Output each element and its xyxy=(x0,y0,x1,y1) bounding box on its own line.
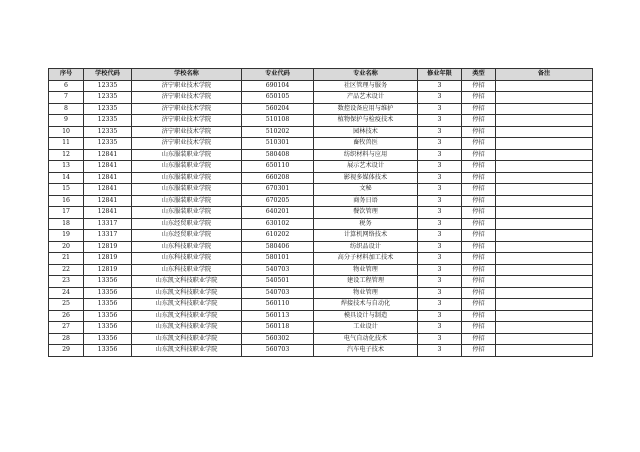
table-cell: 山东服装职业学院 xyxy=(132,172,242,184)
table-cell: 22 xyxy=(49,264,84,276)
table-cell: 660208 xyxy=(242,172,314,184)
table-cell xyxy=(496,253,593,265)
header-cell: 修业年限 xyxy=(418,69,462,81)
table-cell: 13356 xyxy=(84,345,132,357)
table-cell: 12819 xyxy=(84,264,132,276)
table-cell xyxy=(496,92,593,104)
table-cell: 餐饮管理 xyxy=(314,207,418,219)
table-cell: 计算机网络技术 xyxy=(314,230,418,242)
table-cell xyxy=(496,172,593,184)
table-cell xyxy=(496,195,593,207)
table-cell: 650110 xyxy=(242,161,314,173)
table-cell: 停招 xyxy=(462,103,496,115)
table-cell: 山东凯文科技职业学院 xyxy=(132,276,242,288)
table-body xyxy=(49,80,593,356)
table-cell: 模具设计与制造 xyxy=(314,310,418,322)
table-cell xyxy=(496,299,593,311)
table-cell: 山东服装职业学院 xyxy=(132,195,242,207)
table-cell: 畜牧兽医 xyxy=(314,138,418,150)
table-cell: 12841 xyxy=(84,172,132,184)
table-cell xyxy=(496,80,593,92)
table-cell xyxy=(496,276,593,288)
table-cell: 山东凯文科技职业学院 xyxy=(132,345,242,357)
table-cell: 12 xyxy=(49,149,84,161)
table-cell: 园林技术 xyxy=(314,126,418,138)
table-cell: 13356 xyxy=(84,299,132,311)
table-row xyxy=(49,103,593,115)
table-cell: 11 xyxy=(49,138,84,150)
table-cell xyxy=(496,138,593,150)
table-cell: 工业设计 xyxy=(314,322,418,334)
table-cell xyxy=(496,218,593,230)
table-cell: 停招 xyxy=(462,80,496,92)
table-row xyxy=(49,230,593,242)
table-cell: 540703 xyxy=(242,287,314,299)
table-cell: 560113 xyxy=(242,310,314,322)
table-cell: 12841 xyxy=(84,161,132,173)
table-cell: 停招 xyxy=(462,184,496,196)
table-row xyxy=(49,172,593,184)
table-cell: 停招 xyxy=(462,218,496,230)
table-cell: 13356 xyxy=(84,322,132,334)
table-cell: 山东科技职业学院 xyxy=(132,253,242,265)
table-cell: 3 xyxy=(418,172,462,184)
table-cell: 26 xyxy=(49,310,84,322)
table-cell: 停招 xyxy=(462,172,496,184)
table-cell: 3 xyxy=(418,126,462,138)
table-cell: 19 xyxy=(49,230,84,242)
table-cell: 29 xyxy=(49,345,84,357)
table-cell: 560302 xyxy=(242,333,314,345)
table-cell: 560204 xyxy=(242,103,314,115)
table-cell xyxy=(496,310,593,322)
table-row xyxy=(49,333,593,345)
table-cell: 12335 xyxy=(84,126,132,138)
table-cell: 停招 xyxy=(462,241,496,253)
table-cell: 23 xyxy=(49,276,84,288)
table-cell: 山东凯文科技职业学院 xyxy=(132,310,242,322)
table-cell: 25 xyxy=(49,299,84,311)
table-cell xyxy=(496,333,593,345)
table-cell: 15 xyxy=(49,184,84,196)
table-cell: 产品艺术设计 xyxy=(314,92,418,104)
table-cell: 13356 xyxy=(84,276,132,288)
table-cell: 3 xyxy=(418,149,462,161)
table-cell: 山东凯文科技职业学院 xyxy=(132,299,242,311)
table-cell xyxy=(496,241,593,253)
table-cell: 3 xyxy=(418,299,462,311)
table-cell xyxy=(496,287,593,299)
table-cell: 3 xyxy=(418,264,462,276)
table-cell xyxy=(496,230,593,242)
table-cell: 济宁职业技术学院 xyxy=(132,115,242,127)
table-cell: 纺织材料与应用 xyxy=(314,149,418,161)
table-row xyxy=(49,253,593,265)
table-cell: 山东服装职业学院 xyxy=(132,207,242,219)
table-cell: 3 xyxy=(418,195,462,207)
table-cell: 650105 xyxy=(242,92,314,104)
table-cell: 植物保护与检疫技术 xyxy=(314,115,418,127)
table-row xyxy=(49,287,593,299)
table-cell: 税务 xyxy=(314,218,418,230)
table-cell: 12335 xyxy=(84,115,132,127)
table-cell: 18 xyxy=(49,218,84,230)
table-cell: 21 xyxy=(49,253,84,265)
table-cell: 数控设备应用与维护 xyxy=(314,103,418,115)
table-cell: 27 xyxy=(49,322,84,334)
table-cell: 停招 xyxy=(462,322,496,334)
table-cell: 24 xyxy=(49,287,84,299)
table-cell: 山东服装职业学院 xyxy=(132,149,242,161)
table-cell: 停招 xyxy=(462,126,496,138)
table-cell: 3 xyxy=(418,103,462,115)
table-cell: 社区管理与服务 xyxy=(314,80,418,92)
table-cell: 山东服装职业学院 xyxy=(132,161,242,173)
table-cell: 560703 xyxy=(242,345,314,357)
header-cell: 学校代码 xyxy=(84,69,132,81)
table-cell: 物业管理 xyxy=(314,287,418,299)
table-cell: 3 xyxy=(418,241,462,253)
table-cell: 560118 xyxy=(242,322,314,334)
table-cell: 580408 xyxy=(242,149,314,161)
table-cell: 13317 xyxy=(84,218,132,230)
table-row xyxy=(49,138,593,150)
table-cell: 580101 xyxy=(242,253,314,265)
table-cell: 停招 xyxy=(462,195,496,207)
table-cell: 12841 xyxy=(84,184,132,196)
table-cell: 焊接技术与自动化 xyxy=(314,299,418,311)
table-cell: 17 xyxy=(49,207,84,219)
header-cell: 专业名称 xyxy=(314,69,418,81)
table-row xyxy=(49,264,593,276)
table-cell: 山东经贸职业学院 xyxy=(132,218,242,230)
table-row xyxy=(49,299,593,311)
table-cell xyxy=(496,126,593,138)
header-cell: 序号 xyxy=(49,69,84,81)
table-cell: 山东凯文科技职业学院 xyxy=(132,287,242,299)
table-cell: 文秘 xyxy=(314,184,418,196)
table-cell: 停招 xyxy=(462,264,496,276)
table-cell: 8 xyxy=(49,103,84,115)
table-cell: 3 xyxy=(418,184,462,196)
table-cell: 640201 xyxy=(242,207,314,219)
table-cell: 停招 xyxy=(462,161,496,173)
table-cell: 济宁职业技术学院 xyxy=(132,126,242,138)
table-cell: 630102 xyxy=(242,218,314,230)
table-cell: 12841 xyxy=(84,149,132,161)
table-cell: 停招 xyxy=(462,299,496,311)
table-row xyxy=(49,184,593,196)
table-row xyxy=(49,149,593,161)
table-cell xyxy=(496,322,593,334)
table-cell: 3 xyxy=(418,138,462,150)
table-cell: 12335 xyxy=(84,80,132,92)
table-cell: 3 xyxy=(418,322,462,334)
table-cell: 停招 xyxy=(462,230,496,242)
table-row xyxy=(49,115,593,127)
table-cell: 停招 xyxy=(462,149,496,161)
table-cell: 12819 xyxy=(84,241,132,253)
table-cell: 高分子材料加工技术 xyxy=(314,253,418,265)
table-cell: 山东科技职业学院 xyxy=(132,241,242,253)
table-cell: 商务日语 xyxy=(314,195,418,207)
table-cell: 670301 xyxy=(242,184,314,196)
table-cell: 停招 xyxy=(462,92,496,104)
table-row xyxy=(49,195,593,207)
table-cell: 汽车电子技术 xyxy=(314,345,418,357)
program-table xyxy=(48,68,593,357)
table-cell xyxy=(496,149,593,161)
table-cell: 510202 xyxy=(242,126,314,138)
table-row xyxy=(49,161,593,173)
table-cell: 10 xyxy=(49,126,84,138)
table-cell: 3 xyxy=(418,333,462,345)
table-cell: 13356 xyxy=(84,287,132,299)
table-cell: 停招 xyxy=(462,138,496,150)
table-cell xyxy=(496,161,593,173)
table-cell xyxy=(496,264,593,276)
table-cell: 停招 xyxy=(462,253,496,265)
table-cell: 展示艺术设计 xyxy=(314,161,418,173)
header-cell: 专业代码 xyxy=(242,69,314,81)
table-row xyxy=(49,345,593,357)
table-cell: 20 xyxy=(49,241,84,253)
table-cell: 山东凯文科技职业学院 xyxy=(132,333,242,345)
table-cell: 物业管理 xyxy=(314,264,418,276)
table-cell: 3 xyxy=(418,80,462,92)
table-row xyxy=(49,126,593,138)
table-cell: 停招 xyxy=(462,207,496,219)
table-cell xyxy=(496,115,593,127)
table-row xyxy=(49,276,593,288)
table-cell: 12335 xyxy=(84,138,132,150)
table-cell: 13356 xyxy=(84,333,132,345)
table-cell: 3 xyxy=(418,253,462,265)
table-row xyxy=(49,322,593,334)
table-cell: 3 xyxy=(418,230,462,242)
table-cell: 690104 xyxy=(242,80,314,92)
table-cell: 13317 xyxy=(84,230,132,242)
table-row xyxy=(49,218,593,230)
table-cell: 3 xyxy=(418,345,462,357)
table-cell: 3 xyxy=(418,310,462,322)
table-row xyxy=(49,241,593,253)
table-cell: 510108 xyxy=(242,115,314,127)
table-cell: 济宁职业技术学院 xyxy=(132,138,242,150)
table-cell: 6 xyxy=(49,80,84,92)
table-row xyxy=(49,80,593,92)
table-cell: 山东科技职业学院 xyxy=(132,264,242,276)
table-cell: 停招 xyxy=(462,345,496,357)
table-cell: 510301 xyxy=(242,138,314,150)
table-cell: 16 xyxy=(49,195,84,207)
table-row xyxy=(49,310,593,322)
table-cell: 3 xyxy=(418,115,462,127)
table-cell: 3 xyxy=(418,218,462,230)
table-cell xyxy=(496,207,593,219)
table-cell xyxy=(496,184,593,196)
table-cell: 济宁职业技术学院 xyxy=(132,103,242,115)
table-cell: 3 xyxy=(418,92,462,104)
table-cell: 540703 xyxy=(242,264,314,276)
table-cell: 建设工程管理 xyxy=(314,276,418,288)
table-cell: 3 xyxy=(418,287,462,299)
table-cell: 济宁职业技术学院 xyxy=(132,92,242,104)
table-cell: 停招 xyxy=(462,310,496,322)
table-cell: 580406 xyxy=(242,241,314,253)
table-cell: 14 xyxy=(49,172,84,184)
table-cell: 540501 xyxy=(242,276,314,288)
table-cell: 3 xyxy=(418,161,462,173)
table-cell: 7 xyxy=(49,92,84,104)
table-cell: 3 xyxy=(418,276,462,288)
table-cell: 13356 xyxy=(84,310,132,322)
table-cell: 28 xyxy=(49,333,84,345)
table-cell: 12841 xyxy=(84,207,132,219)
table-cell: 济宁职业技术学院 xyxy=(132,80,242,92)
table-cell: 纺织品设计 xyxy=(314,241,418,253)
table-cell xyxy=(496,345,593,357)
header-cell: 备注 xyxy=(496,69,593,81)
table-cell: 停招 xyxy=(462,333,496,345)
table-row xyxy=(49,92,593,104)
table-cell: 山东服装职业学院 xyxy=(132,184,242,196)
table-header-row xyxy=(49,69,593,81)
table-cell: 9 xyxy=(49,115,84,127)
table-cell: 12819 xyxy=(84,253,132,265)
table-cell: 12841 xyxy=(84,195,132,207)
table-cell: 12335 xyxy=(84,103,132,115)
table-cell: 13 xyxy=(49,161,84,173)
table-cell: 影视多媒体技术 xyxy=(314,172,418,184)
table-cell: 12335 xyxy=(84,92,132,104)
table-cell: 山东经贸职业学院 xyxy=(132,230,242,242)
table-row xyxy=(49,207,593,219)
table-cell: 670205 xyxy=(242,195,314,207)
table-cell: 3 xyxy=(418,207,462,219)
header-cell: 类型 xyxy=(462,69,496,81)
table-cell: 610202 xyxy=(242,230,314,242)
table-cell: 停招 xyxy=(462,276,496,288)
table-cell: 停招 xyxy=(462,287,496,299)
table-cell xyxy=(496,103,593,115)
header-cell: 学校名称 xyxy=(132,69,242,81)
table-cell: 560110 xyxy=(242,299,314,311)
table-cell: 停招 xyxy=(462,115,496,127)
table-cell: 山东凯文科技职业学院 xyxy=(132,322,242,334)
table-cell: 电气自动化技术 xyxy=(314,333,418,345)
